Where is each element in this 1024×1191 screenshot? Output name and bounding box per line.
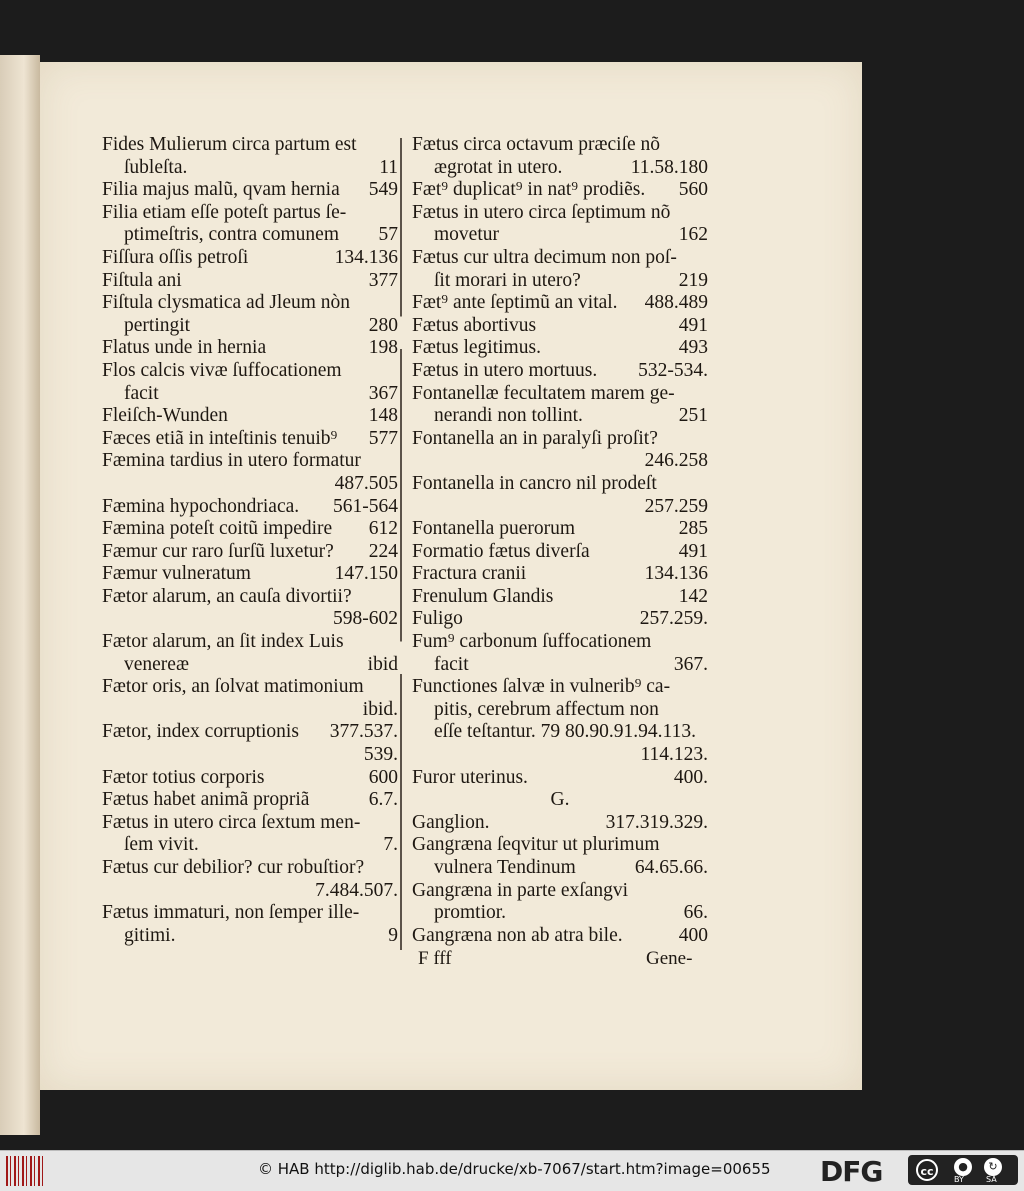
index-entry xyxy=(412,608,708,631)
index-entry xyxy=(412,134,708,179)
index-entry xyxy=(412,789,708,812)
page-reference: 7. xyxy=(383,834,398,856)
entry-line xyxy=(412,767,708,790)
entry-line xyxy=(412,270,708,293)
page-reference: 491 xyxy=(678,314,708,336)
index-entry xyxy=(102,676,398,721)
entry-line xyxy=(102,496,398,519)
entry-text: Fætus circa octavum præciſe nõ xyxy=(412,134,661,155)
entry-text: Fætus cur debilior? cur robuſtior? xyxy=(102,857,365,878)
entry-text: Fæmur cur raro ſurſũ luxetur? xyxy=(102,540,334,562)
index-entry xyxy=(102,405,398,428)
index-entry xyxy=(412,292,708,315)
viewer-footer xyxy=(0,1150,1024,1191)
entry-line xyxy=(412,676,708,699)
entry-line xyxy=(412,202,708,225)
entry-line xyxy=(102,224,398,247)
entry-text: Fontanella an in paralyſi proſit? xyxy=(412,427,658,449)
entry-text: Fæmina hypochondriaca. xyxy=(102,495,300,517)
page-reference: 9 xyxy=(388,924,398,946)
person-icon: ● xyxy=(954,1158,972,1176)
entry-line xyxy=(412,224,708,247)
page-reference-line: 539. xyxy=(363,744,398,766)
index-entry xyxy=(102,428,398,451)
page-reference: 561-564 xyxy=(333,495,398,517)
letter-heading: G. xyxy=(550,789,570,811)
index-entry xyxy=(102,337,398,360)
index-entry xyxy=(412,315,708,338)
entry-line xyxy=(102,179,398,202)
entry-text: venereæ xyxy=(124,653,189,675)
entry-line xyxy=(412,383,708,406)
entry-line xyxy=(102,247,398,270)
entry-text: nerandi non tollint. xyxy=(434,405,583,427)
page-reference: 367 xyxy=(368,382,398,404)
entry-text: Fiſſura oſſis petroſi xyxy=(102,246,249,268)
index-column-right xyxy=(412,134,708,947)
page-reference: 148 xyxy=(368,405,398,427)
index-entry xyxy=(102,247,398,270)
page-reference: 257.259. xyxy=(639,608,708,630)
entry-line xyxy=(412,518,708,541)
column-divider xyxy=(400,138,402,950)
index-entry xyxy=(412,563,708,586)
entry-text: Fæces etiã in inteſtinis tenuib⁹ xyxy=(102,427,338,449)
entry-text: Fuligo xyxy=(412,608,463,630)
page-reference: 493 xyxy=(678,337,708,359)
entry-text: Gangræna in parte exſangvi xyxy=(412,879,629,901)
index-entry xyxy=(102,767,398,790)
entry-line xyxy=(102,405,398,428)
cc-icon: cc xyxy=(916,1159,938,1181)
page-reference-line: 114.123. xyxy=(640,744,708,766)
entry-line xyxy=(102,654,398,677)
entry-text: gitimi. xyxy=(124,924,176,946)
index-entry xyxy=(102,857,398,902)
entry-text: vulnera Tendinum xyxy=(434,857,576,878)
page-reference: 11.58.180 xyxy=(630,156,708,178)
page-reference: 560 xyxy=(678,179,708,201)
index-entry xyxy=(102,563,398,586)
entry-text: Fætus habet animã propriã xyxy=(102,789,310,811)
signature-mark: F fff xyxy=(418,948,452,969)
share-alike-icon: ↻ xyxy=(984,1158,1002,1176)
entry-line xyxy=(102,631,398,654)
index-entry xyxy=(412,676,708,766)
page-reference: 64.65.66. xyxy=(634,857,708,878)
entry-line xyxy=(412,608,708,631)
entry-text: Fum⁹ carbonum ſuffocationem xyxy=(412,631,652,653)
entry-line xyxy=(412,337,708,360)
entry-line xyxy=(102,134,398,157)
entry-line xyxy=(412,292,708,315)
entry-text: Fæmina tardius in utero formatur xyxy=(102,450,361,472)
entry-line xyxy=(102,428,398,451)
entry-text: Fiſtula clysmatica ad Jleum nòn xyxy=(102,292,351,314)
page-reference: 612 xyxy=(368,518,398,540)
index-entry xyxy=(102,518,398,541)
page-reference: 377.537. xyxy=(329,721,398,743)
page-reference: 577 xyxy=(368,427,398,449)
entry-text: Flos calcis vivæ ſuffocationem xyxy=(102,359,342,381)
entry-text: Filia majus malũ, qvam hernia xyxy=(102,179,340,201)
entry-line xyxy=(412,902,708,925)
entry-line xyxy=(102,360,398,383)
entry-text: Fætus immaturi, non ſemper ille- xyxy=(102,902,360,924)
page-reference: 224 xyxy=(368,540,398,562)
entry-line xyxy=(102,676,398,699)
index-entry xyxy=(102,631,398,676)
index-entry xyxy=(412,541,708,564)
index-entry xyxy=(102,360,398,405)
entry-line xyxy=(102,789,398,812)
entry-line xyxy=(102,157,398,180)
index-entry xyxy=(102,812,398,857)
index-entry xyxy=(412,360,708,383)
entry-line xyxy=(102,721,398,744)
barcode-icon xyxy=(6,1156,46,1186)
entry-line xyxy=(102,925,398,948)
entry-line xyxy=(412,360,708,383)
entry-text: Formatio fætus diverſa xyxy=(412,540,590,562)
entry-line xyxy=(412,857,708,880)
entry-line xyxy=(412,157,708,180)
index-entry xyxy=(412,337,708,360)
index-entry xyxy=(102,586,398,631)
entry-line xyxy=(102,857,398,880)
entry-line xyxy=(412,541,708,564)
book-page xyxy=(40,62,862,1090)
entry-text: Gangræna non ab atra bile. xyxy=(412,924,623,946)
page-reference: 285 xyxy=(678,518,708,540)
catchword: Gene- xyxy=(646,948,693,969)
index-entry xyxy=(412,202,708,247)
entry-text: Fætor totius corporis xyxy=(102,766,265,788)
entry-line xyxy=(102,337,398,360)
index-column-left xyxy=(102,134,398,947)
entry-line xyxy=(412,563,708,586)
index-entry xyxy=(412,834,708,879)
source-credit[interactable]: © HAB http://diglib.hab.de/drucke/xb-7067/start.htm?image=00655 xyxy=(258,1160,771,1178)
dfg-logo: DFG xyxy=(820,1155,883,1188)
entry-line xyxy=(102,586,398,609)
entry-line xyxy=(412,247,708,270)
entry-text: Fætus in utero circa ſeptimum nõ xyxy=(412,201,671,223)
entry-line xyxy=(412,699,708,722)
index-entry xyxy=(102,721,398,766)
page-reference: 317.319.329. xyxy=(605,811,708,833)
page-reference: 198 xyxy=(368,337,398,359)
entry-text: Furor uterinus. xyxy=(412,766,528,788)
entry-line xyxy=(412,586,708,609)
index-entry xyxy=(412,880,708,925)
entry-text: Fætor alarum, an ſit index Luis xyxy=(102,631,344,653)
index-entry xyxy=(102,292,398,337)
index-entry xyxy=(102,789,398,812)
entry-line xyxy=(102,383,398,406)
page-reference: ibid xyxy=(367,653,398,675)
license-sa-label: SA xyxy=(986,1175,997,1184)
entry-line xyxy=(102,812,398,835)
entry-line xyxy=(412,721,708,744)
license-by-label: BY xyxy=(954,1175,964,1184)
page-reference: 532-534. xyxy=(638,359,708,381)
entry-text: Fontanella in cancro nil prodeſt xyxy=(412,472,657,494)
entry-line xyxy=(412,134,708,157)
index-entry xyxy=(102,202,398,247)
entry-text: Fætus in utero mortuus. xyxy=(412,359,598,381)
page-reference: 367. xyxy=(673,653,708,675)
page-reference-line: 598-602 xyxy=(333,608,398,630)
index-entry xyxy=(412,767,708,790)
index-entry xyxy=(412,631,708,676)
index-entry xyxy=(412,586,708,609)
index-entry xyxy=(412,247,708,292)
index-entry xyxy=(412,428,708,473)
entry-line xyxy=(102,315,398,338)
entry-line xyxy=(102,767,398,790)
page-reference: 400 xyxy=(678,924,708,946)
page-reference: 11 xyxy=(379,156,398,178)
page-reference: 549 xyxy=(368,179,398,201)
page-reference: 6.7. xyxy=(368,789,398,811)
entry-text: Fæt⁹ duplicat⁹ in nat⁹ prodiẽs. xyxy=(412,179,646,201)
entry-text: ſem vivit. xyxy=(124,834,199,856)
entry-line xyxy=(102,450,398,473)
entry-text: eſſe teſtantur. 79 80.90.91.94.113. xyxy=(434,721,696,743)
page-reference: 377 xyxy=(368,269,398,291)
page-reference: 142 xyxy=(678,585,708,607)
entry-text: Fractura cranii xyxy=(412,563,527,585)
entry-line xyxy=(412,834,708,857)
cc-license-badge[interactable] xyxy=(908,1155,1018,1185)
page-reference: 134.136 xyxy=(644,563,708,585)
entry-text: Fæmina poteſt coitũ impedire xyxy=(102,518,333,540)
index-entry xyxy=(102,541,398,564)
page-reference-line: ibid. xyxy=(362,698,398,720)
entry-line xyxy=(412,654,708,677)
page-reference: 600 xyxy=(368,766,398,788)
index-entry xyxy=(412,473,708,518)
index-entry xyxy=(102,450,398,495)
entry-line xyxy=(102,902,398,925)
entry-text: Fætus abortivus xyxy=(412,314,537,336)
book-spine-edge xyxy=(0,55,40,1135)
entry-text: facit xyxy=(124,382,159,404)
entry-text: Fides Mulierum circa partum est xyxy=(102,134,357,155)
entry-text: Flatus unde in hernia xyxy=(102,337,267,359)
entry-line xyxy=(412,880,708,903)
entry-text: Fætus cur ultra decimum non poſ- xyxy=(412,246,677,268)
page-reference: 147.150 xyxy=(334,563,398,585)
entry-text: Fætor alarum, an cauſa divortii? xyxy=(102,585,352,607)
entry-line xyxy=(102,834,398,857)
entry-text: Fætor oris, an ſolvat matimonium xyxy=(102,676,364,698)
entry-text: ſubleſta. xyxy=(124,156,188,178)
index-entry xyxy=(102,270,398,293)
entry-text: Functiones ſalvæ in vulnerib⁹ ca- xyxy=(412,676,671,698)
page-reference-line: 257.259 xyxy=(644,495,708,517)
index-entry xyxy=(102,496,398,519)
index-entry xyxy=(102,902,398,947)
index-entry xyxy=(412,179,708,202)
entry-text: Fontanellæ fecultatem marem ge- xyxy=(412,382,675,404)
entry-text: Fæt⁹ ante ſeptimũ an vital. xyxy=(412,292,618,314)
entry-text: Filia etiam eſſe poteſt partus ſe- xyxy=(102,201,347,223)
entry-line xyxy=(412,428,708,451)
entry-line xyxy=(102,518,398,541)
entry-text: Fontanella puerorum xyxy=(412,518,575,540)
page-reference: 219 xyxy=(678,269,708,291)
entry-text: Frenulum Glandis xyxy=(412,585,554,607)
entry-text: ptimeſtris, contra comunem xyxy=(124,224,339,246)
page-reference: 491 xyxy=(678,540,708,562)
page-reference: 66. xyxy=(683,902,708,924)
entry-line xyxy=(102,270,398,293)
index-entry xyxy=(412,518,708,541)
entry-line xyxy=(412,812,708,835)
entry-line xyxy=(412,925,708,948)
entry-line xyxy=(412,405,708,428)
entry-line xyxy=(102,202,398,225)
page-reference: 400. xyxy=(673,766,708,788)
entry-text: Ganglion. xyxy=(412,811,490,833)
page-reference: 134.136 xyxy=(334,246,398,268)
page-reference: 57 xyxy=(378,224,398,246)
entry-text: Fiſtula ani xyxy=(102,269,182,291)
index-entry xyxy=(412,925,708,948)
page-reference-line: 7.484.507. xyxy=(315,879,398,901)
page-reference: 280 xyxy=(368,314,398,336)
index-entry xyxy=(412,383,708,428)
entry-text: ægrotat in utero. xyxy=(434,156,563,178)
entry-text: pertingit xyxy=(124,314,191,336)
entry-text: facit xyxy=(434,653,469,675)
entry-text: Fleiſch-Wunden xyxy=(102,405,228,427)
entry-text: Fætus legitimus. xyxy=(412,337,541,359)
entry-text: Gangræna ſeqvitur ut plurimum xyxy=(412,834,660,856)
entry-line xyxy=(412,473,708,496)
index-entry xyxy=(412,812,708,835)
entry-text: promtior. xyxy=(434,902,507,924)
entry-text: movetur xyxy=(434,224,499,246)
index-entry xyxy=(102,179,398,202)
entry-line xyxy=(102,292,398,315)
entry-text: Fæmur vulneratum xyxy=(102,563,251,585)
page-reference: 251 xyxy=(678,405,708,427)
entry-text: ſit morari in utero? xyxy=(434,269,581,291)
page-reference: 488.489 xyxy=(644,292,708,314)
page-reference-line: 487.505 xyxy=(334,472,398,494)
page-reference: 162 xyxy=(678,224,708,246)
index-entry xyxy=(102,134,398,179)
entry-text: Fætor, index corruptionis xyxy=(102,721,299,743)
entry-line xyxy=(102,563,398,586)
entry-text: pitis, cerebrum affectum non xyxy=(434,698,659,720)
entry-line xyxy=(412,315,708,338)
page-reference-line: 246.258 xyxy=(644,450,708,472)
entry-line xyxy=(412,179,708,202)
entry-line xyxy=(412,631,708,654)
entry-line xyxy=(102,541,398,564)
entry-text: Fætus in utero circa ſextum men- xyxy=(102,811,361,833)
